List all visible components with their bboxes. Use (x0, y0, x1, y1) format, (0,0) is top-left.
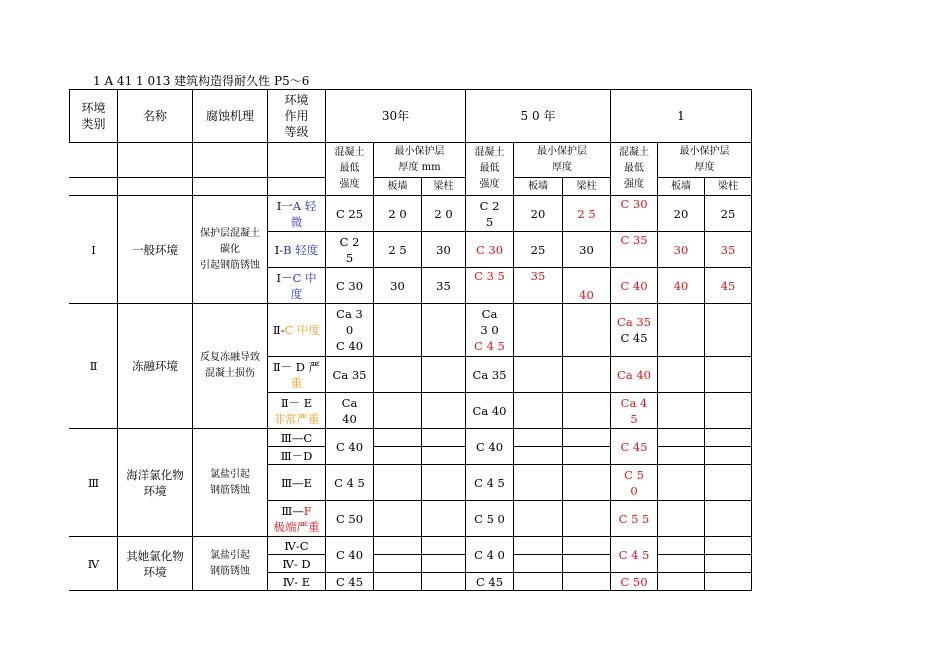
category-cell: Ⅰ (70, 196, 118, 304)
header-text: 环境 (284, 93, 309, 107)
mechanism-text: 碳化 (220, 243, 240, 255)
subheader-row (70, 143, 752, 178)
value-text: 5 (345, 250, 354, 265)
grade-text: 度 (290, 286, 303, 301)
beam-50: 2 5 (563, 196, 611, 232)
strength-50: C 40 (466, 429, 514, 465)
sub-beam-50: 梁柱 (563, 178, 611, 196)
slab-30: 2 5 (374, 232, 422, 268)
sub-text: 最低 (339, 163, 360, 174)
value-text: C 2 (479, 198, 500, 213)
header-name: 名称 (118, 90, 193, 143)
mechanism-cell (193, 196, 268, 304)
value-text: C 40 (335, 339, 364, 353)
slab-50: 35 (514, 268, 563, 304)
mechanism-cell (193, 304, 268, 429)
strength-30: C 50 (326, 501, 374, 537)
grade-text: F (303, 503, 312, 518)
sub-strength-50 (466, 143, 514, 196)
sub-text: 强度 (479, 179, 500, 190)
grade-cell: Ⅳ- E (268, 573, 326, 591)
grade-cell (268, 357, 326, 393)
strength-30: Ca 35 (326, 357, 374, 393)
grade-text: Ⅲ— (281, 503, 304, 518)
beam-30: 35 (422, 268, 466, 304)
sub-text: 强度 (624, 179, 644, 190)
slab-50: 25 (514, 232, 563, 268)
beam-50: 30 (563, 232, 611, 268)
strength-100: C 4 5 (611, 537, 658, 573)
strength-100: C 50 (611, 573, 658, 591)
header-row (70, 90, 752, 143)
value-text: 0 (345, 323, 354, 337)
strength-100 (611, 304, 658, 357)
value-text: 5 (630, 411, 638, 426)
value-text: Ca (341, 395, 358, 410)
grade-cell (268, 196, 326, 232)
durability-table (69, 89, 752, 591)
mechanism-text: 氯盐引起 (210, 549, 250, 561)
grade-text: C 中度 (284, 323, 321, 337)
name-text: 环境 (143, 483, 167, 498)
sub-beam-100: 梁柱 (705, 178, 752, 196)
header-text: 等级 (284, 125, 309, 139)
strength-30: C 45 (326, 573, 374, 591)
strength-30 (326, 232, 374, 268)
grade-text: B 轻度 (283, 242, 319, 257)
grade-cell: Ⅲ—C (268, 429, 326, 447)
grade-text: Ⅰ－ (276, 270, 293, 285)
grade-cell (268, 393, 326, 429)
beam-50: 40 (563, 268, 611, 304)
sub-text: 最低 (624, 163, 644, 174)
strength-50 (466, 196, 514, 232)
grade-text: Ⅱ- (272, 323, 285, 337)
sub-text: 混凝土 (334, 147, 365, 158)
mechanism-text: 混凝土损伤 (205, 368, 255, 379)
grade-cell: Ⅲ—E (268, 465, 326, 501)
mechanism-text: 引起钢筋锈蚀 (200, 259, 260, 271)
slab-30: 2 0 (374, 196, 422, 232)
sub-slab-100: 板墙 (658, 178, 705, 196)
sub-strength-100 (611, 143, 658, 196)
sub-strength-30 (326, 143, 374, 196)
table-row (70, 196, 752, 232)
sub-text: 混凝土 (619, 147, 649, 158)
category-cell: Ⅱ (70, 304, 118, 429)
table-row (70, 429, 752, 447)
value-text: Ca (481, 307, 498, 321)
mechanism-text: 氯盐引起 (210, 468, 250, 480)
sub-text: 厚度 (694, 162, 715, 173)
value-text: Ca 4 (620, 395, 648, 410)
beam-100: 25 (705, 196, 752, 232)
strength-50: C 45 (466, 573, 514, 591)
sub-text: 最小保护层 (679, 146, 730, 157)
grade-text: 微 (290, 214, 303, 229)
slab-100: 30 (658, 232, 705, 268)
strength-50: C 3 5 (466, 268, 514, 304)
strength-100: C 45 (611, 429, 658, 465)
header-30-years: 30年 (326, 90, 466, 143)
beam-100: 35 (705, 232, 752, 268)
strength-100: Ca 40 (611, 357, 658, 393)
grade-text: A 轻 (292, 198, 317, 213)
grade-text: 重 (290, 375, 303, 390)
header-100-years: 1 (611, 90, 752, 143)
grade-cell (268, 304, 326, 357)
name-text: 海洋氯化物 (126, 467, 184, 482)
slab-100: 40 (658, 268, 705, 304)
value-text: 40 (342, 411, 357, 426)
strength-30: C 30 (326, 268, 374, 304)
value-text: C 4 5 (474, 339, 505, 353)
grade-cell (268, 232, 326, 268)
mechanism-cell (193, 537, 268, 591)
name-cell: 一般环境 (118, 196, 193, 304)
mechanism-text: 反复冻融导致 (200, 352, 260, 363)
category-cell: Ⅳ (70, 537, 118, 591)
grade-cell (268, 268, 326, 304)
sub-slab-50: 板墙 (514, 178, 563, 196)
beam-30: 2 0 (422, 196, 466, 232)
header-50-years: 5 0 年 (466, 90, 611, 143)
name-cell: 冻融环境 (118, 304, 193, 429)
strength-50: C 5 0 (466, 501, 514, 537)
value-text: Ca 35 (617, 315, 651, 329)
strength-50 (466, 304, 514, 357)
strength-100: C 30 (611, 196, 658, 232)
value-text: C 5 (624, 467, 644, 482)
sub-text: 厚度 mm (398, 162, 441, 173)
grade-cell: Ⅳ-C (268, 537, 326, 555)
grade-cell: Ⅳ- D (268, 555, 326, 573)
grade-text: Ⅰ- (274, 242, 284, 257)
name-cell (118, 429, 193, 537)
name-text: 其她氯化物 (126, 548, 184, 563)
header-action-grade (268, 90, 326, 143)
beam-30: 30 (422, 232, 466, 268)
mechanism-text: 钢筋锈蚀 (210, 565, 250, 577)
value-text: 3 0 (480, 323, 499, 337)
strength-50: C 4 0 (466, 537, 514, 573)
header-text: 作用 (284, 109, 309, 123)
mechanism-text: 钢筋锈蚀 (210, 484, 250, 496)
strength-100 (611, 465, 658, 501)
grade-text: Ⅱ－ E (280, 395, 313, 410)
mechanism-cell (193, 429, 268, 537)
strength-50: C 30 (466, 232, 514, 268)
document-caption: 1 A 41 1 013 建筑构造得耐久性 P5～6 (93, 74, 310, 88)
grade-text: 非常严重 (273, 411, 320, 426)
strength-50: Ca 40 (466, 393, 514, 429)
strength-30: C 40 (326, 429, 374, 465)
strength-30: C 4 5 (326, 465, 374, 501)
value-text: Ca 3 (336, 307, 363, 321)
sub-text: 最低 (479, 163, 500, 174)
header-text: 类别 (81, 117, 106, 131)
grade-cell (268, 501, 326, 537)
category-cell: Ⅲ (70, 429, 118, 537)
sub-beam-30: 梁柱 (422, 178, 466, 196)
grade-text: 极端严重 (273, 519, 320, 534)
grade-text: Ⅰ一 (276, 198, 293, 213)
sub-text: 最小保护层 (394, 146, 445, 157)
strength-50: Ca 35 (466, 357, 514, 393)
grade-text: Ⅱ－ D 严 (272, 359, 321, 374)
strength-50: C 4 5 (466, 465, 514, 501)
beam-100: 45 (705, 268, 752, 304)
name-cell (118, 537, 193, 591)
strength-30 (326, 393, 374, 429)
slab-100: 20 (658, 196, 705, 232)
slab-50: 20 (514, 196, 563, 232)
value-text: C 45 (620, 331, 648, 345)
sub-cover-30 (374, 143, 466, 178)
sub-cover-100 (658, 143, 752, 178)
strength-100 (611, 393, 658, 429)
strength-30: C 25 (326, 196, 374, 232)
sub-cover-50 (514, 143, 611, 178)
table-row (70, 304, 752, 357)
strength-100: C 40 (611, 268, 658, 304)
sub-text: 厚度 (552, 162, 572, 173)
strength-30: C 40 (326, 537, 374, 573)
grade-text: C 中 (292, 270, 317, 285)
name-text: 环境 (143, 564, 167, 579)
sub-text: 强度 (339, 179, 360, 190)
mechanism-text: 保护层混凝土 (200, 227, 260, 239)
value-text: C 2 (339, 234, 360, 249)
sub-text: 最小保护层 (537, 146, 587, 157)
header-mechanism: 腐蚀机理 (193, 90, 268, 143)
strength-30 (326, 304, 374, 357)
header-text: 环境 (81, 101, 106, 115)
value-text: 0 (630, 483, 638, 498)
slab-30: 30 (374, 268, 422, 304)
strength-100: C 35 (611, 232, 658, 268)
sub-slab-30: 板墙 (374, 178, 422, 196)
table-row (70, 537, 752, 555)
sub-text: 混凝土 (474, 147, 505, 158)
value-text: 5 (485, 214, 494, 229)
header-env-category (70, 90, 118, 143)
grade-cell: Ⅲ－D (268, 447, 326, 465)
strength-100: C 5 5 (611, 501, 658, 537)
